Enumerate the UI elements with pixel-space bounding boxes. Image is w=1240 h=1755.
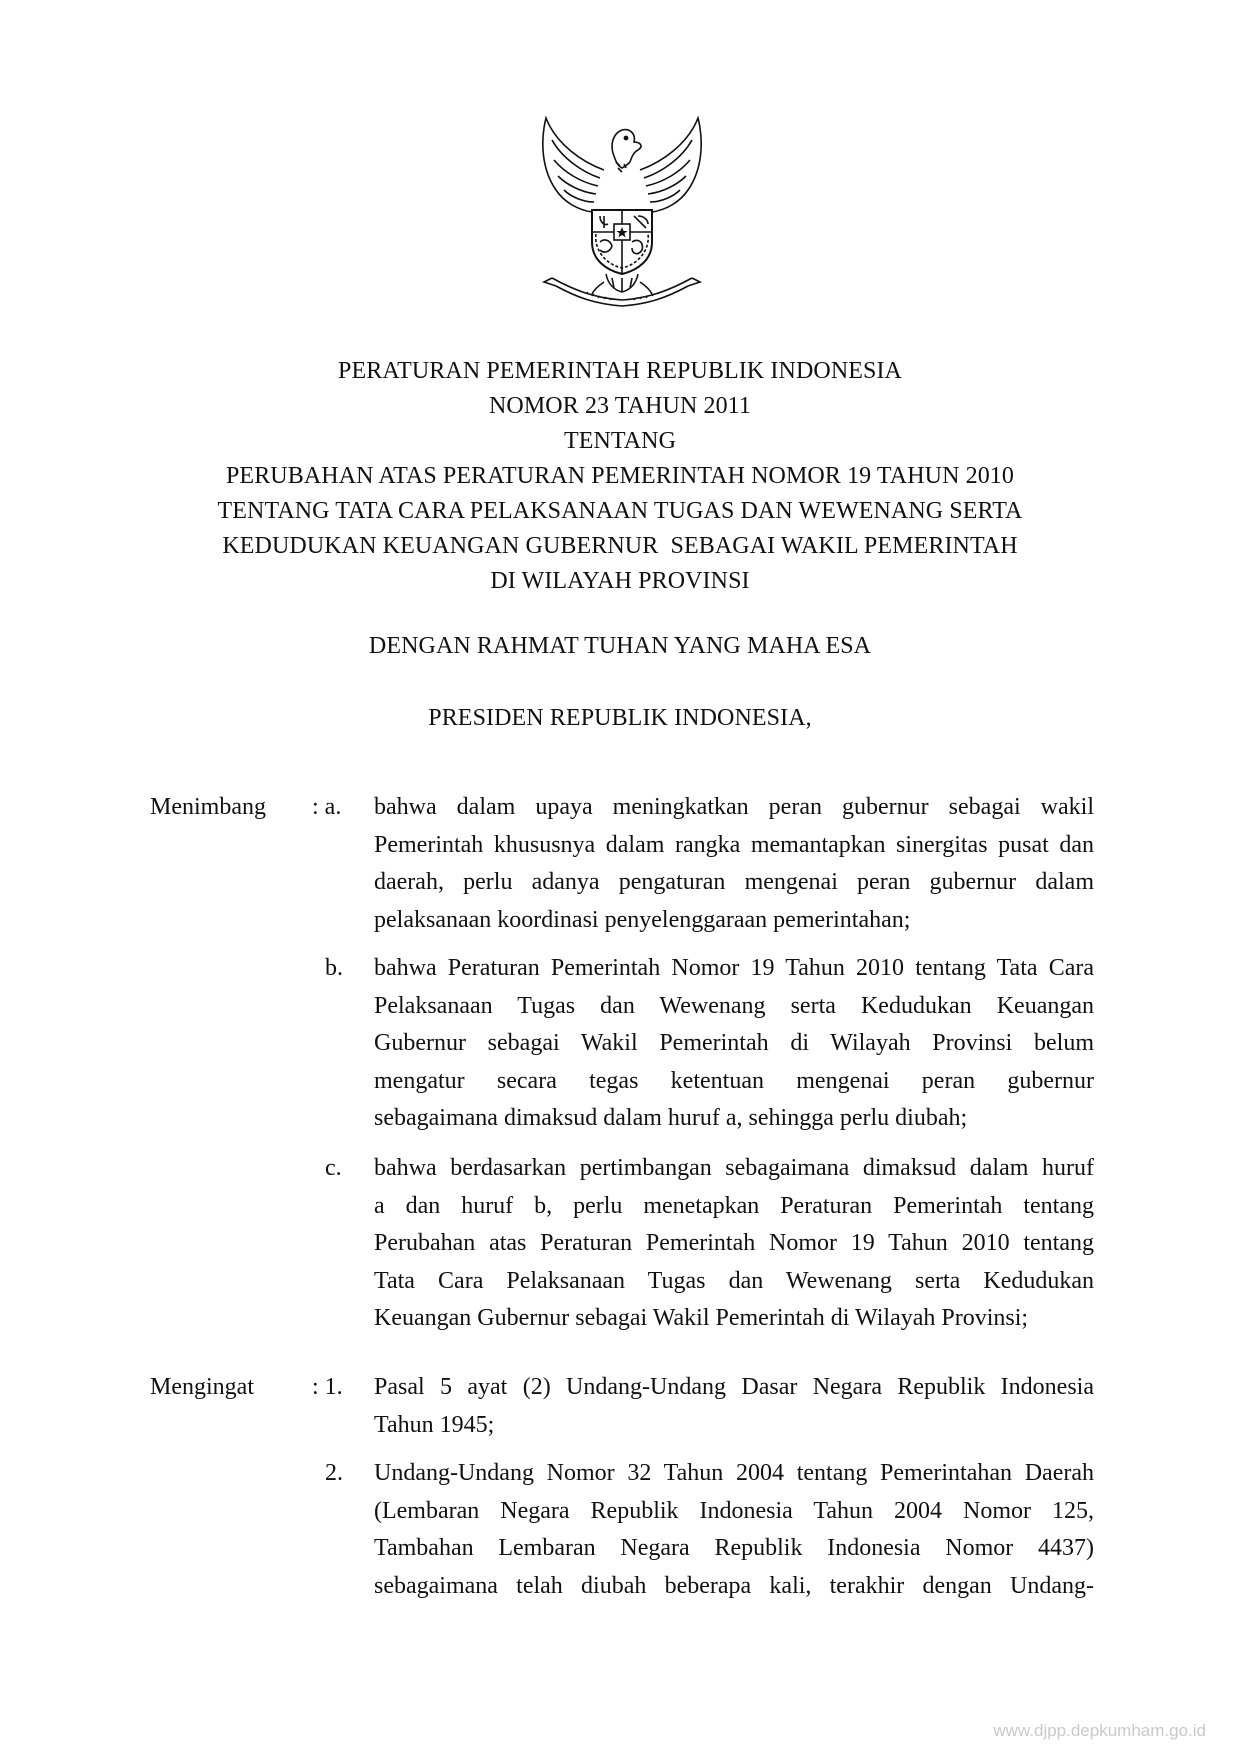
text-line: daerah, perlu adanya pengaturan mengenai peran gubernur dalam [374, 869, 1094, 895]
title-line: NOMOR 23 TAHUN 2011 [489, 393, 751, 419]
mengingat-marker-2: 2. [325, 1460, 343, 1486]
garuda-pancasila-emblem [534, 112, 710, 308]
text-line: Perubahan atas Peraturan Pemerintah Nomor 19 Tahun 2010 tentang [374, 1230, 1094, 1256]
title-line: TENTANG TATA CARA PELAKSANAAN TUGAS DAN WEWENANG SERTA [217, 498, 1023, 524]
menimbang-marker-b: b. [325, 955, 343, 981]
mengingat-label: Mengingat [150, 1374, 254, 1400]
title-line: PERUBAHAN ATAS PERATURAN PEMERINTAH NOMOR 19 TAHUN 2010 [225, 463, 1015, 489]
text-line: Pelaksanaan Tugas dan Wewenang serta Kedudukan Keuangan [374, 992, 1094, 1019]
menimbang-item-b [374, 950, 1094, 1138]
mengingat-item-2 [374, 1455, 1094, 1605]
menimbang-label: Menimbang [150, 794, 266, 820]
text-line: Undang-Undang Nomor 32 Tahun 2004 tentang Pemerintahan Daerah [374, 1460, 1094, 1486]
title-line: PERATURAN PEMERINTAH REPUBLIK INDONESIA [338, 358, 902, 384]
text-line: Pemerintah khususnya dalam rangka memantapkan sinergitas pusat dan [374, 831, 1094, 858]
text-line: Pasal 5 ayat (2) Undang-Undang Dasar Negara Republik Indonesia [374, 1374, 1094, 1400]
text-line: sebagaimana telah diubah beberapa kali, terakhir dengan Undang- [374, 1572, 1094, 1599]
presiden-heading: PRESIDEN REPUBLIK INDONESIA, [428, 705, 812, 731]
mengingat-item-1 [374, 1369, 1094, 1444]
menimbang-marker-a: : a. [312, 794, 342, 820]
text-line: Tata Cara Pelaksanaan Tugas dan Wewenang serta Kedudukan [374, 1267, 1094, 1294]
text-line: Keuangan Gubernur sebagai Wakil Pemerintah di Wilayah Provinsi; [374, 1305, 1029, 1331]
rahmat-heading: DENGAN RAHMAT TUHAN YANG MAHA ESA [368, 633, 872, 659]
menimbang-marker-c: c. [325, 1155, 342, 1181]
document-title-block [0, 354, 1240, 599]
text-line: pelaksanaan koordinasi penyelenggaraan pemerintahan; [374, 906, 911, 933]
menimbang-item-a [374, 789, 1094, 939]
menimbang-item-c [374, 1150, 1094, 1338]
mengingat-marker-1: : 1. [312, 1374, 343, 1400]
text-line: Tambahan Lembaran Negara Republik Indonesia Nomor 4437) [374, 1535, 1094, 1561]
text-line: mengatur secara tegas ketentuan mengenai peran gubernur [374, 1067, 1094, 1094]
text-line: Gubernur sebagai Wakil Pemerintah di Wilayah Provinsi belum [374, 1030, 1094, 1056]
text-line: bahwa dalam upaya meningkatkan peran gubernur sebagai wakil [374, 794, 1094, 820]
title-line: KEDUDUKAN KEUANGAN GUBERNUR SEBAGAI WAKIL PEMERINTAH [222, 533, 1018, 559]
text-line: a dan huruf b, perlu menetapkan Peraturan Pemerintah tentang [374, 1192, 1094, 1219]
text-line: (Lembaran Negara Republik Indonesia Tahun 2004 Nomor 125, [374, 1497, 1094, 1524]
text-line: sebagaimana dimaksud dalam huruf a, sehingga perlu diubah; [374, 1105, 968, 1131]
title-line: TENTANG [563, 428, 677, 454]
text-line: Tahun 1945; [374, 1411, 495, 1438]
watermark-url: www.djpp.depkumham.go.id [993, 1721, 1206, 1740]
text-line: bahwa berdasarkan pertimbangan sebagaimana dimaksud dalam huruf [374, 1155, 1094, 1181]
title-line: DI WILAYAH PROVINSI [490, 568, 750, 594]
text-line: bahwa Peraturan Pemerintah Nomor 19 Tahun 2010 tentang Tata Cara [374, 955, 1094, 981]
